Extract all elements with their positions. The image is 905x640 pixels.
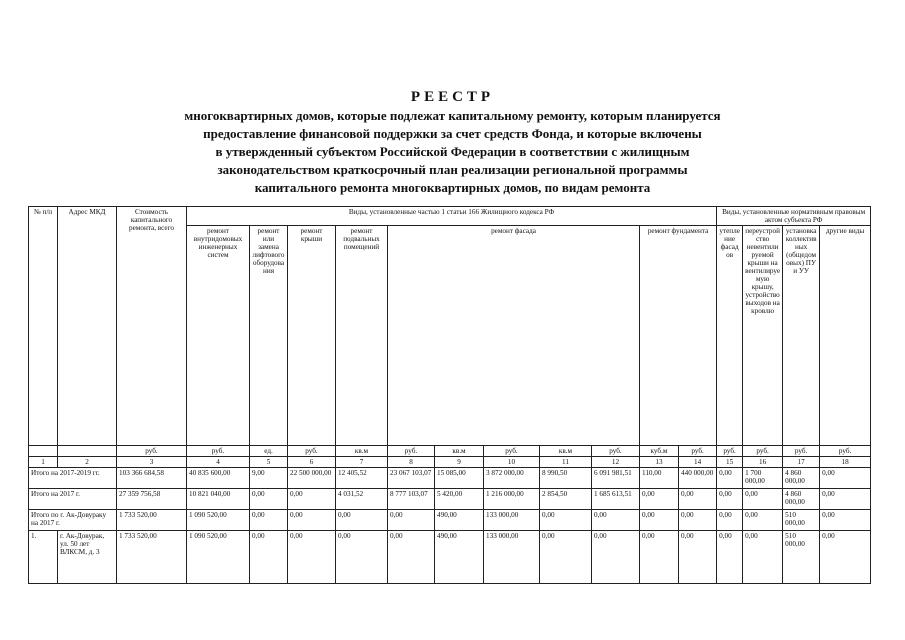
table-cell: 510 000,00 (783, 531, 820, 584)
subtitle-line: в утвержденный субъектом Российской Федерации в соответствии с жилищным (215, 144, 690, 159)
table-cell: 0,00 (288, 489, 336, 510)
table-cell: 0,00 (592, 531, 640, 584)
subtitle-line: многоквартирных домов, которые подлежат капитальному ремонту, которым планируется (184, 108, 721, 123)
table-cell: 0,00 (679, 489, 717, 510)
header-other: другие виды (820, 226, 871, 446)
table-cell: 133 000,00 (484, 531, 540, 584)
table-cell: 0,00 (592, 510, 640, 531)
column-number: 3 (117, 457, 187, 468)
table-row-total-2017 (29, 489, 871, 510)
table-cell: 0,00 (540, 510, 592, 531)
unit-cell: руб. (388, 446, 435, 457)
column-number: 10 (484, 457, 540, 468)
table-cell: 3 872 000,00 (484, 468, 540, 489)
table-cell: 1 700 000,00 (743, 468, 783, 489)
unit-cell: куб.м (640, 446, 679, 457)
table-cell: 0,00 (679, 510, 717, 531)
table-cell: 0,00 (743, 489, 783, 510)
units-row (29, 446, 871, 457)
unit-cell (58, 446, 117, 457)
table-cell: 0,00 (820, 468, 871, 489)
table-cell: 2 854,50 (540, 489, 592, 510)
table-cell: 0,00 (820, 531, 871, 584)
table-row-total-ak-dovurak (29, 510, 871, 531)
table-cell: 0,00 (540, 531, 592, 584)
header-address: Адрес МКД (58, 207, 117, 446)
unit-cell: руб. (484, 446, 540, 457)
column-number: 2 (58, 457, 117, 468)
column-number: 5 (250, 457, 288, 468)
table-cell: 0,00 (717, 489, 743, 510)
column-number: 12 (592, 457, 640, 468)
subtitle-line: капитального ремонта многоквартирных домов, по видам ремонта (254, 180, 651, 195)
table-cell: 0,00 (640, 489, 679, 510)
header-group-rf: Виды, установленные нормативным правовым актом субъекта РФ (717, 207, 871, 226)
table-cell: 0,00 (640, 531, 679, 584)
header-cost: Стоимость капитального ремонта, всего (117, 207, 187, 446)
table-cell: 0,00 (679, 531, 717, 584)
row-label: Итого на 2017 г. (29, 489, 117, 510)
table-cell: 40 835 600,00 (187, 468, 250, 489)
header-pitched-roof: переустройство невентилируемой крыши на вентилируемую крышу, устройство выходов на кровлю (743, 226, 783, 446)
table-cell: 0,00 (288, 531, 336, 584)
table-cell: 15 085,00 (435, 468, 484, 489)
table-cell: 12 405,52 (336, 468, 388, 489)
table-cell: 5 420,00 (435, 489, 484, 510)
header-lift: ремонт или замена лифтового оборудования (250, 226, 288, 446)
table-cell: 6 091 981,51 (592, 468, 640, 489)
table-cell: 1 685 613,51 (592, 489, 640, 510)
column-number: 6 (288, 457, 336, 468)
table-cell: 0,00 (288, 510, 336, 531)
table-cell: 4 031,52 (336, 489, 388, 510)
subtitle-line: законодательством краткосрочный план реализации региональной программы (217, 162, 688, 177)
column-numbers-row (29, 457, 871, 468)
unit-cell: кв.м (540, 446, 592, 457)
table-cell: 0,00 (820, 489, 871, 510)
unit-cell: кв.м (435, 446, 484, 457)
table-row-total-2017-2019 (29, 468, 871, 489)
table-cell: 0,00 (717, 510, 743, 531)
unit-cell: руб. (679, 446, 717, 457)
table-cell: 510 000,00 (783, 510, 820, 531)
row-label: Итого на 2017-2019 гг. (29, 468, 117, 489)
unit-cell: руб. (743, 446, 783, 457)
table-cell: 9,00 (250, 468, 288, 489)
table-cell: 440 000,00 (679, 468, 717, 489)
table-cell: 103 366 684,58 (117, 468, 187, 489)
table-cell: 0,00 (743, 531, 783, 584)
row-number: 1. (29, 531, 58, 584)
table-cell: 1 733 520,00 (117, 510, 187, 531)
table-cell: 0,00 (717, 468, 743, 489)
header-num: № п/п (29, 207, 58, 446)
column-number: 11 (540, 457, 592, 468)
unit-cell: кв.м (336, 446, 388, 457)
unit-cell: руб. (288, 446, 336, 457)
table-cell: 0,00 (743, 510, 783, 531)
column-number: 18 (820, 457, 871, 468)
table-cell: 22 500 000,00 (288, 468, 336, 489)
row-label: Итого по г. Ак-Довураку на 2017 г. (29, 510, 117, 531)
header-insulation: утепление фасадов (717, 226, 743, 446)
column-number: 14 (679, 457, 717, 468)
table-cell: 0,00 (388, 531, 435, 584)
column-number: 15 (717, 457, 743, 468)
unit-cell: руб. (592, 446, 640, 457)
table-cell: 8 777 103,07 (388, 489, 435, 510)
table-row-house-1 (29, 531, 871, 584)
header-group-166: Виды, установленные частью 1 статьи 166 Жилищного кодекса РФ (187, 207, 717, 226)
unit-cell: руб. (117, 446, 187, 457)
header-basement: ремонт подвальных помещений (336, 226, 388, 446)
table-cell: 0,00 (336, 510, 388, 531)
table-cell: 1 733 520,00 (117, 531, 187, 584)
header-foundation: ремонт фундамента (640, 226, 717, 446)
table-cell: 490,00 (435, 531, 484, 584)
column-number: 1 (29, 457, 58, 468)
table-cell: 27 359 756,58 (117, 489, 187, 510)
table-cell: 0,00 (717, 531, 743, 584)
table-cell: 490,00 (435, 510, 484, 531)
table-cell: 133 000,00 (484, 510, 540, 531)
column-number: 4 (187, 457, 250, 468)
table-cell: 0,00 (820, 510, 871, 531)
document-subtitle (150, 107, 755, 197)
column-number: 16 (743, 457, 783, 468)
column-number: 7 (336, 457, 388, 468)
header-engineering: ремонт внутридомовых инженерных систем (187, 226, 250, 446)
column-number: 8 (388, 457, 435, 468)
unit-cell: руб. (783, 446, 820, 457)
table-cell: 1 090 520,00 (187, 510, 250, 531)
house-address: г. Ак-Довурак, ул. 50 лет ВЛКСМ, д. 3 (58, 531, 117, 584)
unit-cell (29, 446, 58, 457)
table-cell: 0,00 (250, 510, 288, 531)
table-cell: 110,00 (640, 468, 679, 489)
subtitle-line: предоставление финансовой поддержки за счет средств Фонда, и которые включены (203, 126, 702, 141)
table-cell: 0,00 (250, 531, 288, 584)
column-number: 9 (435, 457, 484, 468)
table-cell: 0,00 (640, 510, 679, 531)
header-meters: установка коллективных (общедомовых) ПУ и УУ (783, 226, 820, 446)
column-number: 13 (640, 457, 679, 468)
table-cell: 0,00 (250, 489, 288, 510)
table-cell: 0,00 (336, 531, 388, 584)
table-cell: 10 821 040,00 (187, 489, 250, 510)
table-cell: 1 216 000,00 (484, 489, 540, 510)
table-cell: 0,00 (388, 510, 435, 531)
header-row-group (29, 207, 871, 226)
table-cell: 8 990,50 (540, 468, 592, 489)
table-cell: 1 090 520,00 (187, 531, 250, 584)
unit-cell: руб. (820, 446, 871, 457)
table-cell: 4 860 000,00 (783, 489, 820, 510)
unit-cell: руб. (187, 446, 250, 457)
header-roof: ремонт крыши (288, 226, 336, 446)
registry-table (28, 206, 871, 584)
header-facade: ремонт фасада (388, 226, 640, 446)
unit-cell: ед. (250, 446, 288, 457)
table-cell: 23 067 103,07 (388, 468, 435, 489)
table-cell: 4 860 000,00 (783, 468, 820, 489)
unit-cell: руб. (717, 446, 743, 457)
column-number: 17 (783, 457, 820, 468)
document-title: РЕЕСТР (410, 89, 495, 105)
